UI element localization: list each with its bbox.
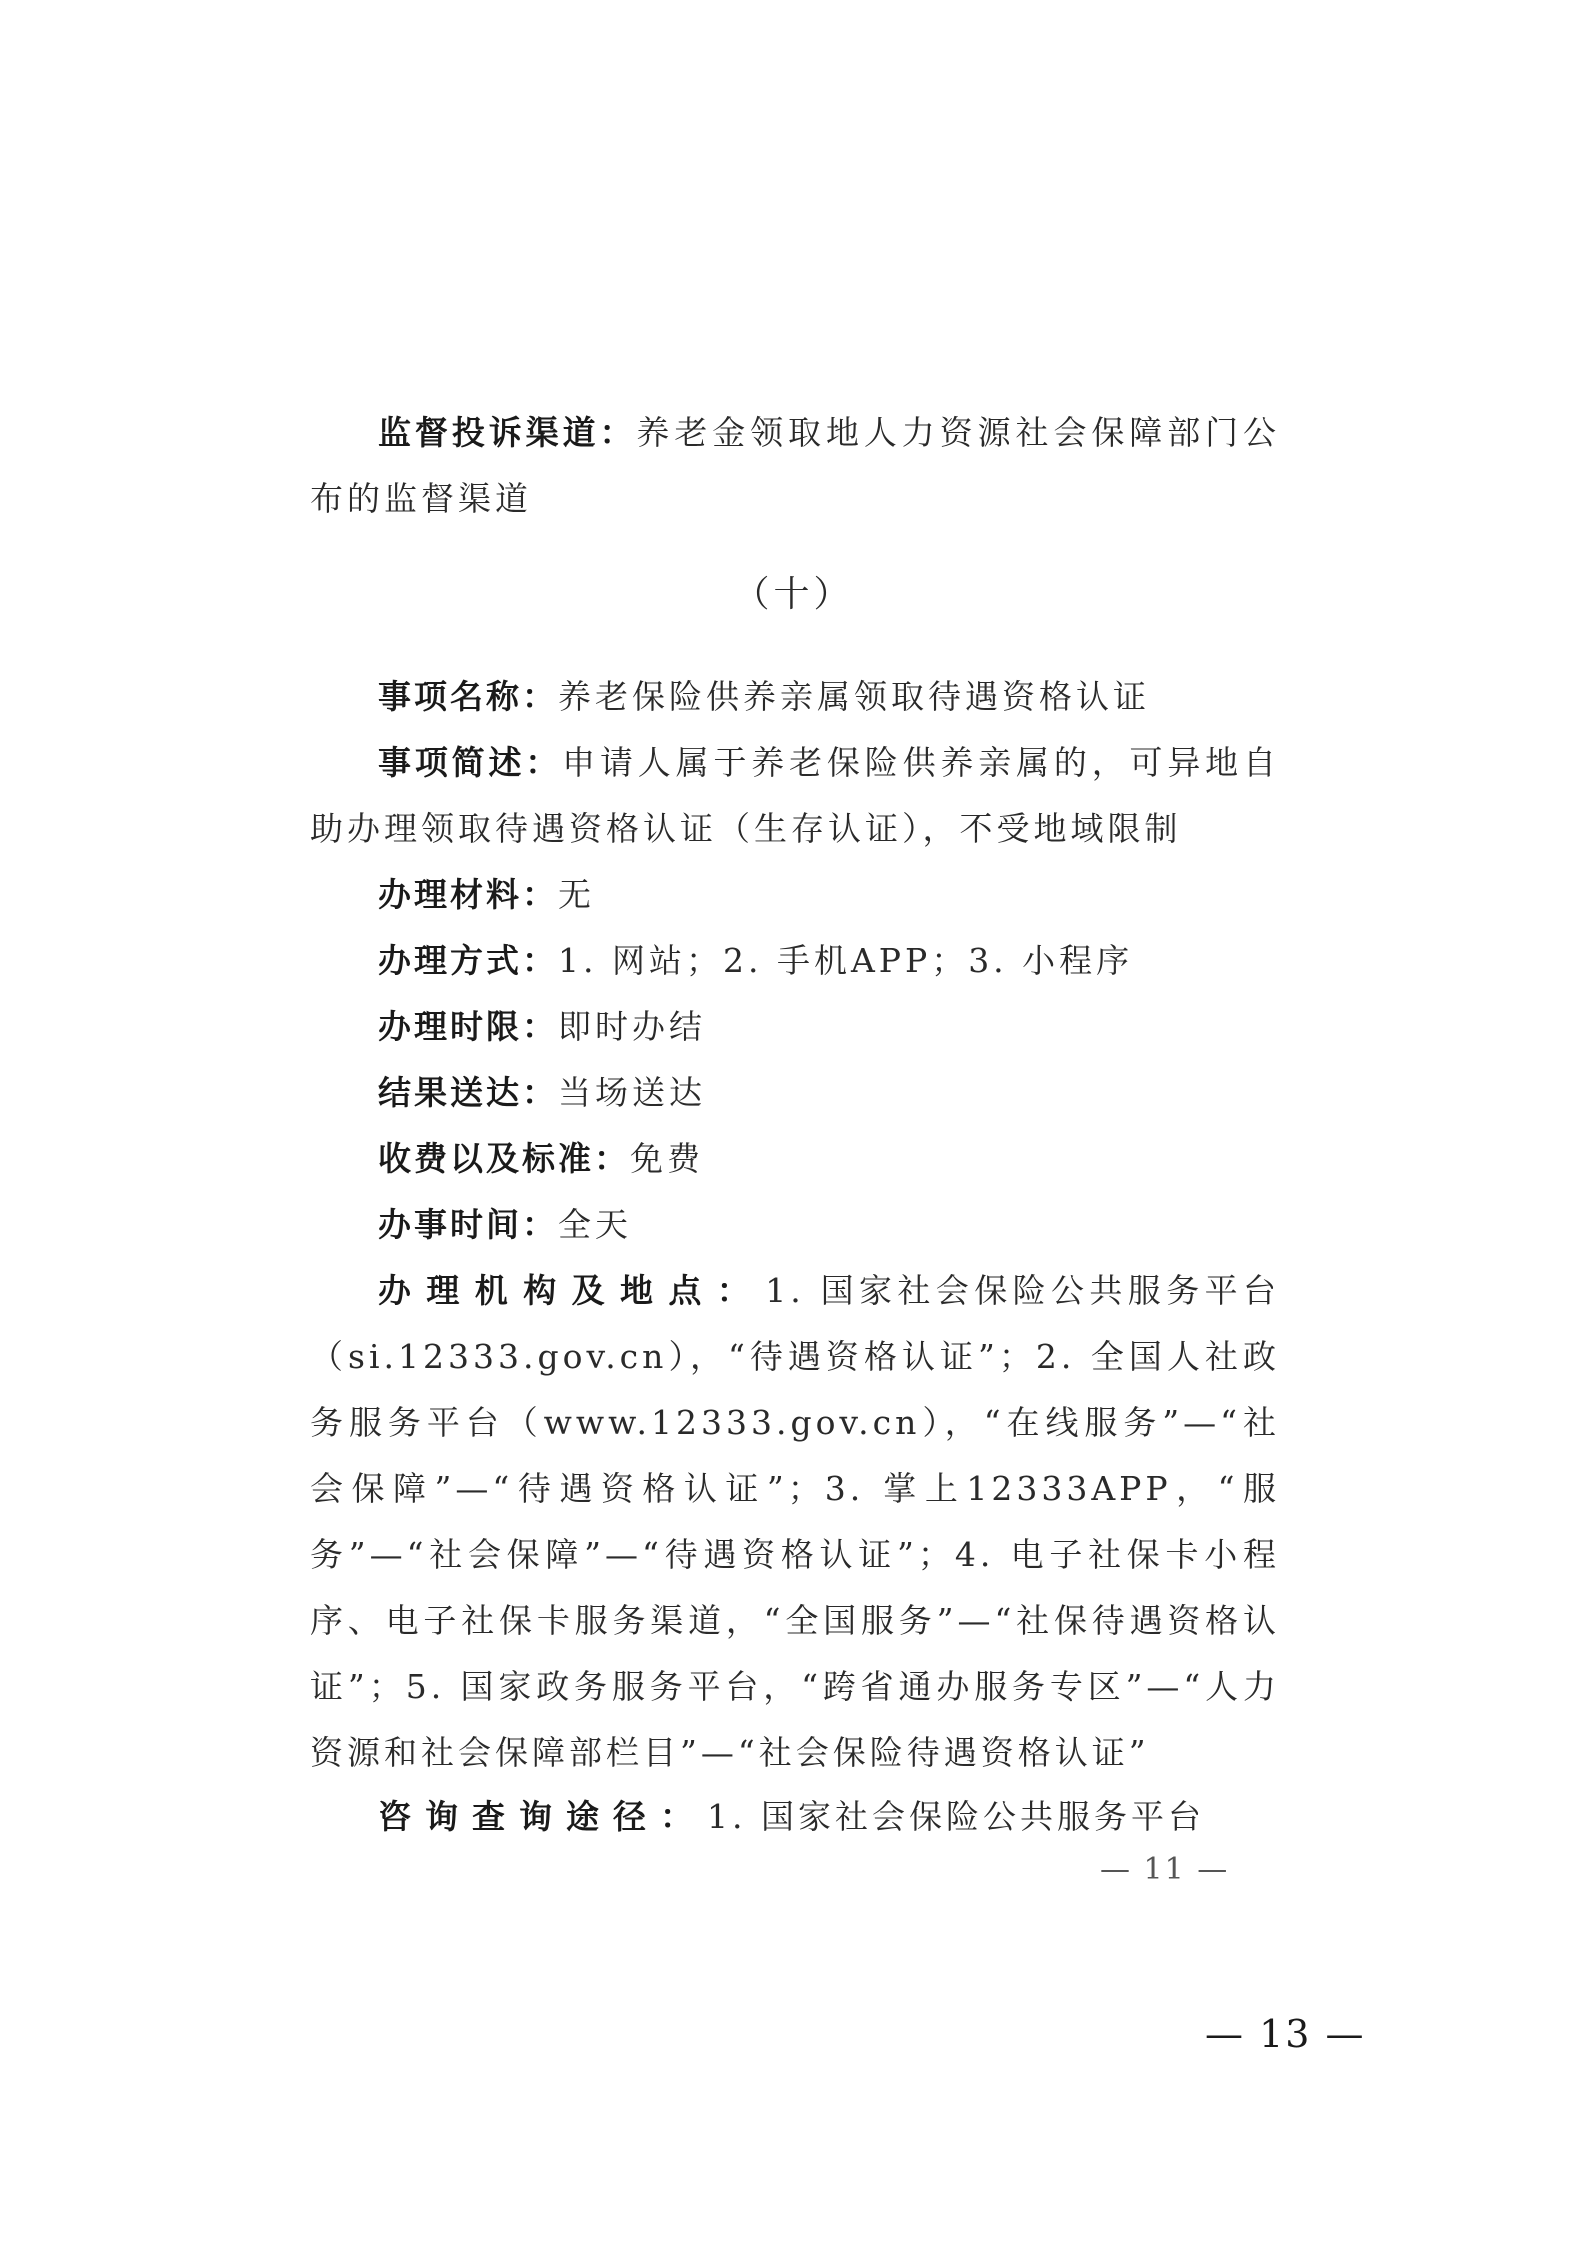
materials-label: 办理材料： <box>378 875 558 914</box>
fee-paragraph <box>310 1126 1280 1192</box>
delivery-text: 当场送达 <box>558 1073 706 1112</box>
office-hours-text: 全天 <box>558 1205 632 1244</box>
item-name-paragraph <box>310 664 1280 730</box>
inner-page-number: — 11 — <box>1100 1852 1230 1887</box>
delivery-paragraph <box>310 1060 1280 1126</box>
supervision-channel-label: 监督投诉渠道： <box>378 413 637 452</box>
fee-label: 收费以及标准： <box>378 1139 630 1178</box>
institution-text: 1. 国家社会保险公共服务平台（si.12333.gov.cn），“待遇资格认证”；2. 全国人社政务服务平台（www.12333.gov.cn），“在线服务”—“社会保障”—“待遇资格认证”；3. 掌上12333APP，“服务”—“社会保障”—“待遇资格认证”；4. 电子社保卡小程序、电子社保卡服务渠道，“全国服务”—“社保待遇资格认证”；5. 国家政务服务平台，“跨省通办服务专区”—“人力资源和社会保障部栏目”—“社会保险待遇资格认证” <box>310 1271 1281 1772</box>
inquiry-label: 咨询查询途径： <box>378 1797 707 1836</box>
office-hours-paragraph <box>310 1192 1280 1258</box>
item-name-text: 养老保险供养亲属领取待遇资格认证 <box>558 677 1150 716</box>
time-limit-text: 即时办结 <box>558 1007 706 1046</box>
method-text: 1. 网站；2. 手机APP；3. 小程序 <box>558 941 1134 980</box>
supervision-channel-paragraph <box>310 400 1280 532</box>
method-paragraph <box>310 928 1280 994</box>
outer-page-number: — 13 — <box>1205 2012 1366 2056</box>
supervision-channel-text: 养老金领取地人力资源社会保障部门公布的监督渠道 <box>310 413 1281 518</box>
item-summary-label: 事项简述： <box>378 743 563 782</box>
inquiry-text: 1. 国家社会保险公共服务平台 <box>707 1797 1205 1836</box>
section-number: （十） <box>733 574 854 615</box>
delivery-label: 结果送达： <box>378 1073 558 1112</box>
method-label: 办理方式： <box>378 941 558 980</box>
time-limit-label: 办理时限： <box>378 1007 558 1046</box>
office-hours-label: 办事时间： <box>378 1205 558 1244</box>
item-summary-text: 申请人属于养老保险供养亲属的，可异地自助办理领取待遇资格认证（生存认证），不受地域限制 <box>310 743 1281 848</box>
item-summary-paragraph <box>310 730 1280 862</box>
materials-paragraph <box>310 862 1280 928</box>
institution-label: 办理机构及地点： <box>378 1271 766 1310</box>
materials-text: 无 <box>558 875 595 914</box>
inquiry-paragraph <box>310 1784 1280 1850</box>
fee-text: 免费 <box>630 1139 704 1178</box>
institution-paragraph <box>310 1258 1280 1786</box>
item-name-label: 事项名称： <box>378 677 558 716</box>
time-limit-paragraph <box>310 994 1280 1060</box>
